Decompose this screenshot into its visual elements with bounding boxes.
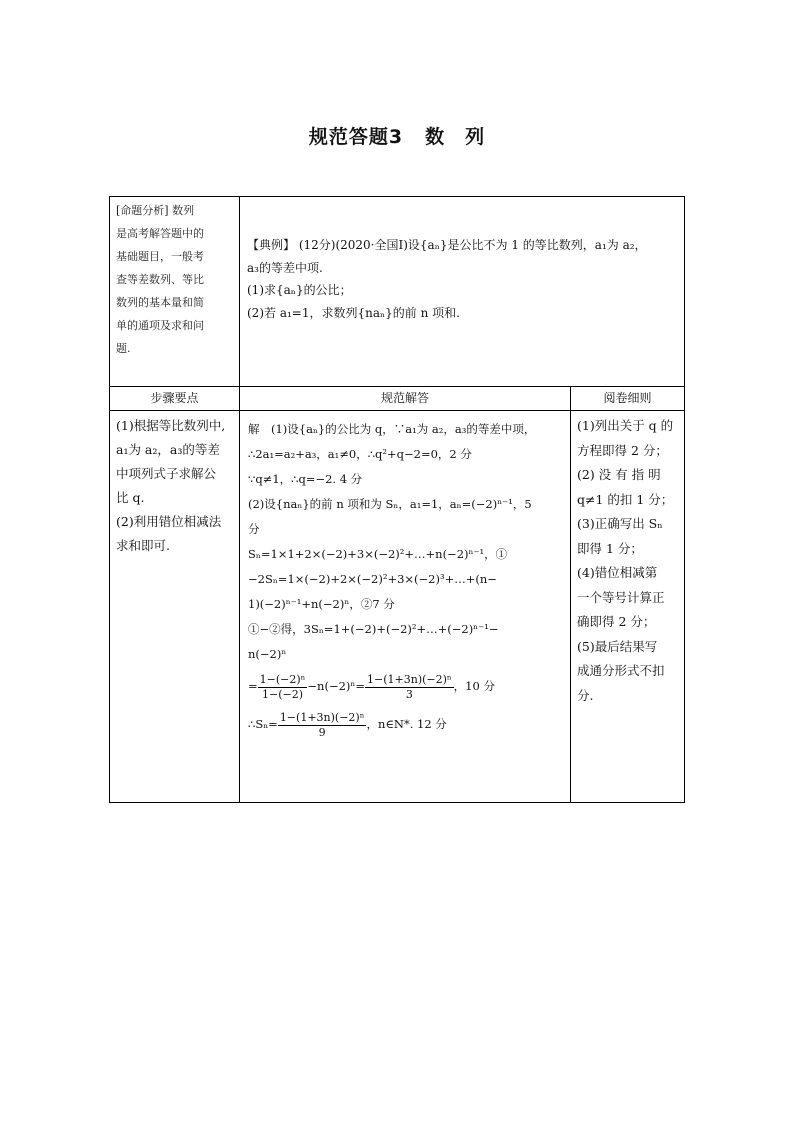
title-main: 规范答题3 [308,126,404,148]
steps-line: 求和即可. [116,538,170,553]
analysis-line: [命题分析] 数列 [116,204,195,217]
header-steps: 步骤要点 [150,391,199,405]
steps-line: (2)利用错位相减法 [116,514,222,529]
grading-line: 分. [577,687,594,703]
answer-line: −2Sₙ=1×(−2)+2×(−2)²+3×(−2)³+…+(n− [248,572,497,586]
grading-line: (5)最后结果写 [577,638,658,654]
answer-cell [240,411,570,801]
answer-line: ①−②得，3Sₙ=1+(−2)+(−2)²+…+(−2)ⁿ⁻¹− [248,622,499,636]
analysis-line: 数列的基本量和简 [116,296,204,309]
title-topic: 数 列 [425,126,486,148]
steps-line: 比 q. [116,490,145,505]
answer-line: 1)(−2)ⁿ⁻¹+n(−2)ⁿ，②7 分 [248,597,395,611]
eq2-frac-numerator: 1−(1+3n)(−2)ⁿ [279,710,365,724]
answer-line: 解 (1)设{aₙ}的公比为 q，∵a₁为 a₂，a₃的等差中项， [248,422,536,436]
answer-line: (2)设{naₙ}的前 n 项和为 Sₙ，a₁=1，aₙ=(−2)ⁿ⁻¹，5 [248,497,532,511]
eq1-frac1-numerator: 1−(−2)ⁿ [259,672,306,686]
grading-line: 即得 1 分； [577,540,643,556]
eq1-fraction-1 [258,673,308,702]
steps-line: 中项列式子求解公 [116,466,217,481]
grading-line: 方程即得 2 分； [577,442,668,458]
analysis-line: 查等差数列、等比 [116,273,204,286]
answer-line: ∵q≠1，∴q=−2. 4 分 [248,472,363,486]
eq1-frac2-numerator: 1−(1+3n)(−2)ⁿ [367,672,452,686]
grading-line: q≠1 的扣 1 分； [577,491,674,507]
grading-line: (4)错位相减第 [577,565,658,580]
analysis-line: 单的通项及求和问 [116,319,204,332]
answer-equation-1 [248,667,564,705]
steps-cell [110,411,239,801]
eq1-fraction-2 [365,673,454,702]
page-title [0,122,794,149]
answer-line: Sₙ=1×1+2×(−2)+3×(−2)²+…+n(−2)ⁿ⁻¹，① [248,547,508,561]
analysis-cell [110,196,239,386]
grading-line: (2) 没 有 指 明 [577,467,661,482]
analysis-line: 是高考解答题中的 [116,227,204,240]
eq1-prefix: = [248,679,258,693]
steps-line: a₁为 a₂，a₃的等差 [116,442,220,457]
steps-line: (1)根据等比数列中, [116,418,226,433]
eq2-frac-denominator: 9 [318,725,326,739]
analysis-line: 基础题目，一般考 [116,250,204,263]
grading-line: 一个等号计算正 [577,589,665,605]
grading-line: (1)列出关于 q 的 [577,418,674,433]
grading-cell [571,411,684,801]
header-answer: 规范解答 [380,391,429,405]
eq1-frac2-denominator: 3 [405,687,413,701]
example-line: (2)若 a₁=1，求数列{naₙ}的前 n 项和. [247,305,460,320]
grading-line: 成通分形式不扣 [577,663,665,678]
answer-equation-2 [248,705,564,743]
example-line: 【典例】 (12分)(2020·全国Ⅰ)设{aₙ}是公比不为 1 的等比数列，a₁为 a₂， [247,238,647,252]
eq2-suffix: ，n∈N*. 12 分 [366,717,447,731]
example-line: a₃的等差中项. [247,260,323,275]
answer-line: ∴2a₁=a₂+a₃，a₁≠0，∴q²+q−2=0，2 分 [248,447,472,461]
answer-line: 分 [248,522,260,536]
answer-line: n(−2)ⁿ [248,647,287,661]
example-line: (1)求{aₙ}的公比； [247,283,352,297]
example-cell [240,234,684,354]
header-grading: 阅卷细则 [603,391,652,405]
eq1-frac1-denominator: 1−(−2) [262,687,304,701]
grading-line: (3)正确写出 Sₙ [577,516,663,531]
grading-line: 确即得 2 分； [577,614,656,629]
eq1-suffix: ，10 分 [453,679,495,693]
analysis-line: 题. [116,342,131,355]
eq2-prefix: ∴Sₙ= [248,717,278,731]
eq2-fraction [278,711,367,740]
eq1-middle: −n(−2)ⁿ= [307,679,366,693]
